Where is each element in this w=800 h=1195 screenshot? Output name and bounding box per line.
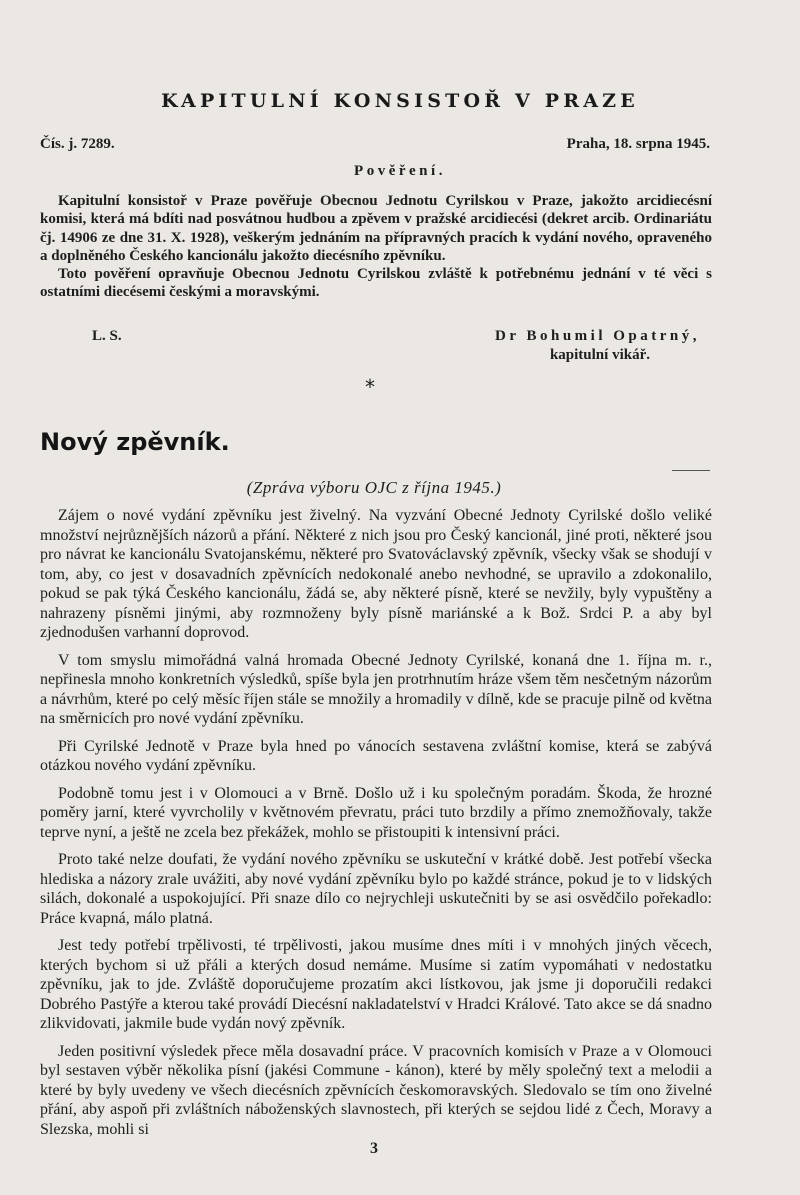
decorative-rule (672, 470, 710, 471)
article-body (40, 506, 712, 1147)
decree-title: Pověření. (354, 163, 446, 179)
article-paragraph: Při Cyrilské Jednotě v Praze byla hned po vánocích sestavena zvláštní komise, která se zabývá otázkou nového vydání zpěvníku. (40, 737, 712, 774)
consistory-header: KAPITULNÍ KONSISTOŘ V PRAZE (161, 90, 639, 112)
article-paragraph: Jest tedy potřebí trpělivosti, té trpělivosti, jakou musíme dnes míti i v mnohých jiných věcech, kterých bychom si už přáli a kterých dosud nemáme. Musíme si zatím vypomáhati v nedostatku zpěvníku, jak to jde. Zvláště doporučujeme prozatím akci lístkovou, jak jsme ji doporučili redakci Dobrého Pastýře a kterou také provádí Diecésní nakladatelství v Hradci Králové. Tato akce se dá snadno zlikvidovati, jakmile bude vydán nový zpěvník. (40, 937, 712, 1032)
meta-row (40, 136, 710, 156)
section-separator: * (365, 375, 375, 399)
article-paragraph: V tom smyslu mimořádná valná hromada Obecné Jednoty Cyrilské, konaná dne 1. října m. r., nepřinesla mnoho konkretních výsledků, spíše byla jen protrhnutím hráze všem těm nesčetným názorům a návrhům, které po celý měsíc říjen stále se množily a hromadily v dílně, kde se pracuje pilně od května na směrnicích pro nové vydání zpěvníku. (40, 651, 712, 727)
seal-mark: L. S. (92, 328, 122, 344)
article-subtitle: (Zpráva výboru OJC z října 1945.) (246, 478, 502, 497)
signer-name: Dr Bohumil Opatrný, (495, 328, 700, 344)
place-date: Praha, 18. srpna 1945. (566, 136, 710, 152)
reference-number: Čís. j. 7289. (40, 136, 115, 152)
signature-block (40, 328, 700, 368)
article-paragraph: Jeden positivní výsledek přece měla dosavadní práce. V pracovních komisích v Praze a v Olomouci byl sestaven výběr několika písní (jakési Commune - kánon), které by měly společný text a melodii a které by byly uvedeny ve všech diecésních zpěvnících českomoravských. Sledovalo se tím ono živelné přání, aby aspoň při zvláštních náboženských slavnostech, při kterých se sejdou lidé z Čech, Moravy a Slezska, mohli si (40, 1042, 712, 1138)
article-paragraph: Podobně tomu jest i v Olomouci a v Brně. Došlo už i ku společným poradám. Škoda, že hrozné poměry jarní, které vyvrcholily v květnovém převratu, práci tuto brzdily a přímo znemožňovaly, takže teprve nyní, a ještě ne zcela bez překážek, mohlo se přistoupiti k intensivní práci. (40, 784, 712, 841)
page-number: 3 (370, 1140, 378, 1157)
signer-role: kapitulní vikář. (549, 347, 650, 363)
article-paragraph: Proto také nelze doufati, že vydání nového zpěvníku se uskuteční v krátké době. Jest potřebí všecka hlediska a názory zrale uvážiti, aby nové vydání zpěvníku bylo po každé stránce, pokud je to v lidských silách, dokonalé a uspokojující. Při snaze dílo co nejrychleji uskutečniti by se asi osvědčilo pořekadlo: Práce kvapná, málo platná. (40, 851, 712, 927)
decree-body (40, 192, 712, 302)
article-title: Nový zpěvník. (40, 428, 230, 456)
decree-paragraph: Kapitulní konsistoř v Praze pověřuje Obecnou Jednotu Cyrilskou v Praze, jakožto arcidiecésní komisi, která má bdíti nad posvátnou hudbou a zpěvem v pražské arcidiecési (dekret arcib. Ordinariátu čj. 14906 ze dne 31. X. 1928), veškerým jednáním na přípravných pracích k vydání nového, opraveného a doplněného Českého kancionálu jakožto diecésního zpěvníku. (40, 193, 712, 264)
article-paragraph: Zájem o nové vydání zpěvníku jest živelný. Na vyzvání Obecné Jednoty Cyrilské došlo veliké množství nejrůznějších názorů a přání. Některé z nich jsou pro Český kancionál, jiné proti, některé jsou pro návrat ke kancionálu Svatojanskému, některé pro Svatováclavský zpěvník, všecky však se shodují v tom, aby, co jest v dosavadních zpěvnících nedokonalé anebo nevhodné, se upravilo a zdokonalilo, pokud se pak týká Českého kancionálu, žádá se, aby některé písně, které se nevžily, byly vypuštěny a nahrazeny písněmi jinými, aby rozmnoženy byly písně mariánské a k Bož. Srdci P. a aby byl zjednodušen varhanní doprovod. (40, 507, 712, 641)
decree-paragraph: Toto pověření opravňuje Obecnou Jednotu Cyrilskou zvláště k potřebnému jednání v té věci s ostatními diecésemi českými a moravskými. (40, 266, 712, 301)
